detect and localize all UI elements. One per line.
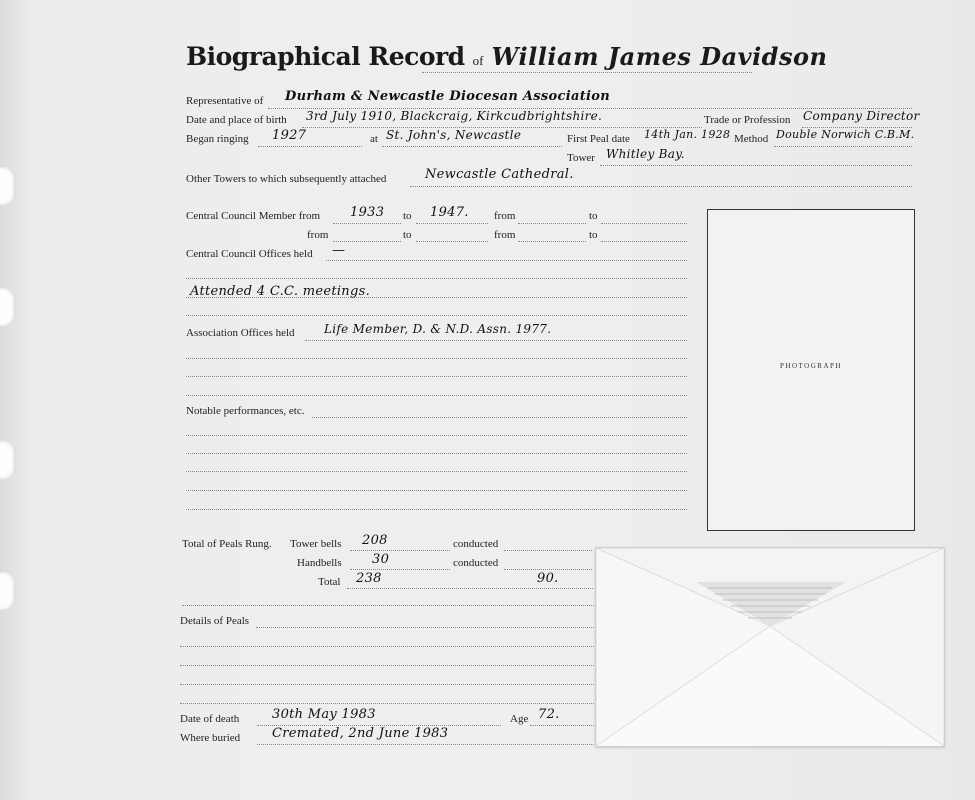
notable-label: Notable performances, etc. — [186, 405, 305, 417]
first-peal-label: First Peal date — [567, 133, 630, 145]
cc-offices-label: Central Council Offices held — [186, 248, 313, 260]
conducted-total: 90. — [537, 571, 559, 586]
title-rule — [422, 72, 752, 73]
handbells-label: Handbells — [297, 557, 342, 569]
dotted-line — [347, 588, 593, 589]
dotted-line — [180, 703, 594, 704]
cc-to-label: to — [589, 210, 598, 222]
cc-to-label: to — [403, 210, 412, 222]
dotted-line — [180, 646, 594, 647]
dotted-line — [518, 241, 586, 242]
cc-to-label: to — [589, 229, 598, 241]
dotted-line — [257, 744, 594, 745]
photograph-placeholder — [707, 209, 915, 531]
photograph-label: PHOTOGRAPH — [780, 362, 842, 370]
punch-hole — [0, 167, 16, 205]
dotted-line — [601, 223, 687, 224]
dotted-line — [350, 550, 450, 551]
death-value: 30th May 1983 — [272, 707, 376, 722]
punch-hole — [0, 572, 16, 610]
dotted-line — [186, 471, 687, 472]
tower-bells-label: Tower bells — [290, 538, 342, 550]
age-label: Age — [510, 713, 529, 725]
dotted-line — [258, 146, 362, 147]
dotted-line — [186, 315, 687, 316]
dotted-line — [312, 417, 687, 418]
dotted-line — [600, 165, 912, 166]
title-heading: Biographical Record — [186, 42, 465, 71]
dotted-line — [305, 340, 687, 341]
dotted-line — [530, 725, 594, 726]
details-label: Details of Peals — [180, 615, 250, 627]
dotted-line — [186, 358, 687, 359]
dotted-line — [504, 550, 592, 551]
dotted-line — [186, 490, 687, 491]
buried-value: Cremated, 2nd June 1983 — [272, 726, 449, 741]
envelope — [595, 547, 945, 747]
cc-from-label: from — [307, 229, 329, 241]
method-value: Double Norwich C.B.M. — [776, 128, 915, 141]
tower-value: Whitley Bay. — [606, 147, 685, 161]
age-value: 72. — [538, 707, 560, 722]
dotted-line — [382, 146, 562, 147]
cc-from-year: 1933 — [350, 205, 385, 220]
dotted-line — [186, 435, 687, 436]
dotted-line — [186, 395, 687, 396]
total-label: Total — [318, 576, 341, 588]
dotted-line — [350, 569, 450, 570]
dotted-line — [186, 509, 687, 510]
tower-bells-value: 208 — [362, 533, 388, 548]
dotted-line — [410, 186, 912, 187]
other-towers-label: Other Towers to which subsequently attached — [186, 173, 387, 185]
dotted-line — [186, 278, 687, 279]
first-peal-date: 14th Jan. 1928 — [644, 128, 731, 141]
dotted-line — [774, 146, 912, 147]
dotted-line — [182, 605, 594, 606]
dotted-line — [180, 665, 594, 666]
total-value: 238 — [356, 571, 382, 586]
dotted-line — [186, 453, 687, 454]
assoc-offices-label: Association Offices held — [186, 327, 295, 339]
conducted-label: conducted — [453, 538, 499, 550]
trade-value: Company Director — [803, 109, 920, 123]
cc-from-label: from — [494, 229, 516, 241]
dotted-line — [326, 260, 687, 261]
dotted-line — [180, 684, 594, 685]
dotted-line — [504, 569, 592, 570]
began-label: Began ringing — [186, 133, 249, 145]
cc-meetings-note: Attended 4 C.C. meetings. — [190, 284, 371, 299]
title-of: of — [472, 53, 484, 68]
began-year: 1927 — [272, 128, 307, 143]
buried-label: Where buried — [180, 732, 241, 744]
birth-label: Date and place of birth — [186, 114, 287, 126]
dotted-line — [333, 223, 401, 224]
began-at-value: St. John's, Newcastle — [386, 128, 522, 142]
cc-offices-value: — — [332, 243, 346, 258]
method-label: Method — [734, 133, 769, 145]
dotted-line — [416, 223, 488, 224]
other-towers-value: Newcastle Cathedral. — [425, 167, 574, 182]
death-label: Date of death — [180, 713, 240, 725]
representative-label: Representative of — [186, 95, 264, 107]
birth-value: 3rd July 1910, Blackcraig, Kirkcudbrightshire. — [306, 109, 603, 123]
cc-from-label: from — [494, 210, 516, 222]
dotted-line — [333, 241, 401, 242]
punch-hole — [0, 441, 16, 479]
punch-hole — [0, 288, 16, 326]
peals-label: Total of Peals Rung. — [182, 538, 272, 550]
began-at-label: at — [370, 133, 378, 145]
dotted-line — [416, 241, 488, 242]
trade-label: Trade or Profession — [704, 114, 791, 126]
tower-label: Tower — [567, 152, 595, 164]
dotted-line — [518, 223, 586, 224]
handbells-value: 30 — [372, 552, 390, 567]
dotted-line — [186, 376, 687, 377]
assoc-offices-value: Life Member, D. & N.D. Assn. 1977. — [324, 322, 552, 336]
cc-to-year: 1947. — [430, 205, 469, 220]
cc-to-label: to — [403, 229, 412, 241]
cc-member-label: Central Council Member from — [186, 210, 321, 222]
dotted-line — [601, 241, 687, 242]
envelope-flap-icon — [596, 548, 944, 746]
representative-value: Durham & Newcastle Diocesan Association — [285, 89, 610, 104]
dotted-line — [256, 627, 594, 628]
ringer-name: William James Davidson — [491, 42, 828, 71]
record-title — [186, 42, 827, 71]
conducted-label: conducted — [453, 557, 499, 569]
